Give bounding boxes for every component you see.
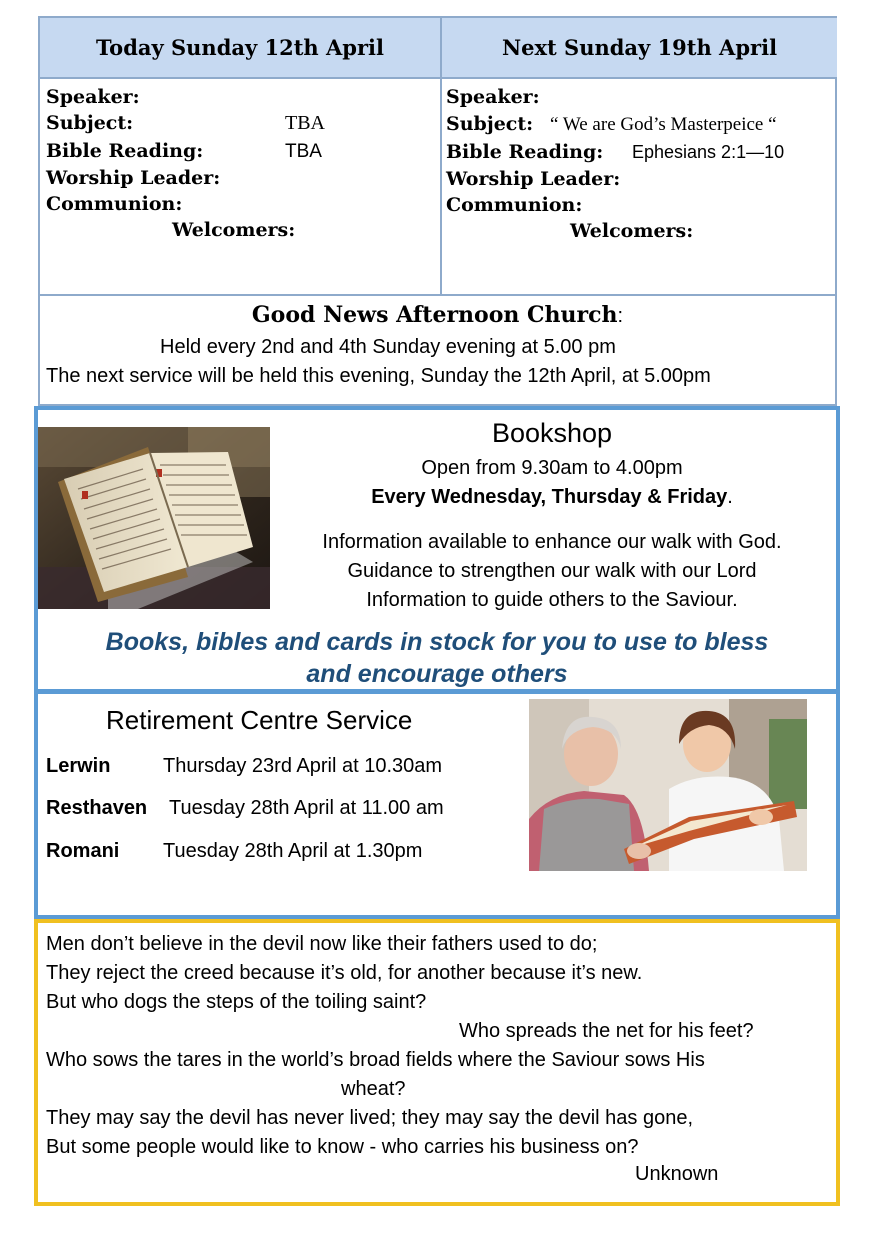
retirement-panel	[34, 690, 840, 919]
retirement-place-romani: Romani	[46, 840, 120, 862]
poem-line: wheat?	[341, 1078, 406, 1100]
today-subject-value: TBA	[285, 112, 325, 134]
next-bible-label: Bible Reading:	[446, 141, 604, 163]
bookshop-promo-line-2: and encourage others	[306, 660, 568, 688]
good-news-title-row	[40, 302, 835, 328]
bookshop-info-2: Guidance to strengthen our walk with our Lord	[347, 560, 757, 582]
bookshop-promo-line-1: Books, bibles and cards in stock for you to use to bless	[105, 628, 769, 656]
next-sunday-heading: Next Sunday 19th April	[442, 18, 837, 77]
retirement-time-resthaven: Tuesday 28th April at 11.00 am	[169, 797, 444, 819]
today-speaker-label: Speaker:	[46, 86, 140, 108]
bookshop-days: Every Wednesday, Thursday & Friday	[371, 486, 728, 508]
good-news-schedule: Held every 2nd and 4th Sunday evening at 5.00 pm	[160, 336, 616, 358]
next-subject-value: “ We are God’s Masterpeice “	[550, 114, 777, 135]
today-bible-value: TBA	[285, 141, 322, 162]
bookshop-info-1: Information available to enhance our walk with God.	[322, 531, 782, 553]
today-welcomers-label: Welcomers:	[172, 219, 296, 241]
retirement-place-resthaven: Resthaven	[46, 797, 148, 819]
next-subject-label: Subject:	[446, 113, 534, 135]
next-bible-value: Ephesians 2:1—10	[632, 142, 785, 162]
today-bible-label: Bible Reading:	[46, 140, 204, 162]
good-news-next-service: The next service will be held this evening, Sunday the 12th April, at 5.00pm	[46, 365, 711, 387]
poem-line: They reject the creed because it’s old, for another because it’s new.	[46, 962, 643, 984]
poem-line: Men don’t believe in the devil now like their fathers used to do;	[46, 933, 598, 955]
service-schedule-table	[38, 16, 837, 406]
bookshop-title: Bookshop	[491, 418, 613, 448]
poem-line: They may say the devil has never lived; they may say the devil has gone,	[46, 1107, 694, 1129]
poem-line: Who spreads the net for his feet?	[459, 1020, 754, 1042]
next-worship-label: Worship Leader:	[446, 168, 621, 190]
today-worship-label: Worship Leader:	[46, 167, 221, 189]
poem-line: Who sows the tares in the world’s broad fields where the Saviour sows His	[46, 1049, 705, 1071]
today-heading: Today Sunday 12th April	[40, 18, 442, 77]
bookshop-panel	[34, 406, 840, 693]
table-divider	[40, 294, 835, 296]
retirement-time-lerwin: Thursday 23rd April at 10.30am	[163, 755, 443, 777]
bookshop-days-line	[268, 486, 836, 509]
table-divider	[40, 77, 835, 79]
good-news-title: Good News Afternoon Church	[251, 302, 618, 328]
poem-author: Unknown	[635, 1163, 719, 1185]
today-communion-label: Communion:	[46, 193, 183, 215]
bookshop-promo	[38, 626, 836, 690]
reading-together-image	[529, 699, 807, 871]
poem-line: But some people would like to know - who carries his business on?	[46, 1136, 639, 1158]
open-bible-image	[38, 427, 270, 609]
next-communion-label: Communion:	[446, 194, 583, 216]
next-speaker-label: Speaker:	[446, 86, 540, 108]
bookshop-hours: Open from 9.30am to 4.00pm	[421, 457, 683, 479]
retirement-title: Retirement Centre Service	[106, 705, 413, 735]
retirement-place-lerwin: Lerwin	[46, 755, 111, 777]
next-welcomers-label: Welcomers:	[570, 220, 694, 242]
today-subject-label: Subject:	[46, 112, 134, 134]
bookshop-info-3: Information to guide others to the Saviour.	[366, 589, 738, 611]
poem-panel	[34, 919, 840, 1206]
good-news-colon: :	[617, 305, 624, 327]
retirement-time-romani: Tuesday 28th April at 1.30pm	[163, 840, 423, 862]
bookshop-days-period: .	[727, 486, 733, 508]
column-divider	[440, 77, 442, 294]
poem-line: But who dogs the steps of the toiling saint?	[46, 991, 427, 1013]
